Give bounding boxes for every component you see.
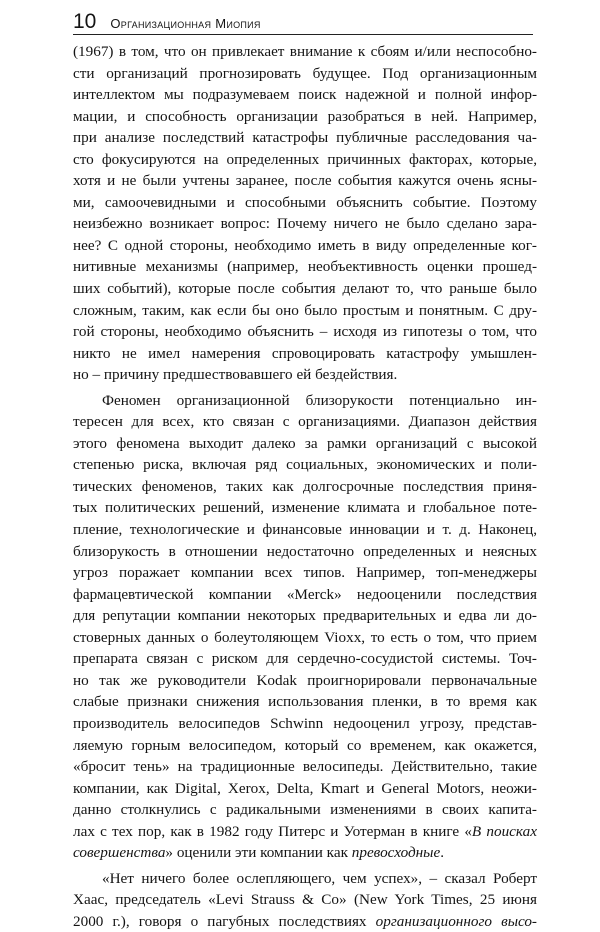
text-line: сложным, таким, как если бы оно было простым и понятным. С дру- xyxy=(73,301,537,319)
text-line: 2000 г.), говоря о пагубных последствиях организационного высо- xyxy=(73,912,537,930)
text-line: пление, технологические и финансовые инновации и т. д. Наконец, xyxy=(73,521,537,539)
text-line: степенью риска, включая ряд социальных, экономических и поли- xyxy=(73,456,537,474)
text-line: нитивные механизмы (например, необъективность оценки прошед- xyxy=(73,258,537,276)
text-line: производитель велосипедов Schwinn недооценил угрозу, представ- xyxy=(73,714,537,732)
text-line: этого феномена выходит далеко за рамки организаций с высокой xyxy=(73,434,537,452)
text-line: нее? С одной стороны, необходимо иметь в виду определенные ког- xyxy=(73,236,537,254)
text-line: «Нет ничего более ослепляющего, чем успех», – сказал Роберт xyxy=(102,869,537,887)
text-line: интеллектом мы подразумеваем поиск надежной и полной инфор- xyxy=(73,86,537,104)
body-text xyxy=(73,41,537,932)
paragraph-1 xyxy=(73,41,537,386)
text-line: препарата связан с риском для сердечно-сосудистой системы. Точ- xyxy=(73,650,537,668)
text-line: неизбежно возникает вопрос: Почему ничего не было сделано зара- xyxy=(73,215,537,233)
text-line: слабые признаки снижения использования пленки, в то время как xyxy=(73,693,537,711)
text-line: ми, самоочевидными и способными объяснить событие. Поэтому xyxy=(73,193,537,211)
text-line: для репутации компании некоторых предварительных и едва ли до- xyxy=(73,607,537,625)
text-line: «бросит тень» на традиционные велосипеды. Действительно, такие xyxy=(73,758,537,776)
text-line: совершенства» оценили эти компании как превосходные. xyxy=(73,844,445,862)
text-line: тических феноменов, таких как долгосрочные последствия приня- xyxy=(73,477,537,495)
text-line: данно столкнулись с радикальными изменениями в своих капита- xyxy=(73,801,537,819)
text-line: тересен для всех, кто связан с организациями. Диапазон действия xyxy=(73,413,537,431)
text-line: угроз поражает компании всех типов. Например, топ-менеджеры xyxy=(73,564,537,582)
text-line: хотя и не были учтены заранее, после события кажутся очень ясны- xyxy=(73,172,537,190)
text-line: тых политических решений, изменение климата и глобальное поте- xyxy=(73,499,537,517)
running-title: Организационная Миопия xyxy=(110,16,261,31)
paragraph-3 xyxy=(73,868,537,932)
text-line: Хаас, председатель «Levi Strauss & Co» (New York Times, 25 июня xyxy=(73,891,537,909)
text-line: сто фокусируются на определенных причинных факторах, которые, xyxy=(73,150,537,168)
text-line: лах с тех пор, как в 1982 году Питерс и Уотерман в книге «В поисках xyxy=(73,822,537,840)
text-line: ших событий), которые после события делают то, что раньше было xyxy=(73,280,537,298)
text-line: Феномен организационной близорукости потенциально ин- xyxy=(102,391,537,409)
text-line: ляемую горным велосипедом, который со временем, как окажется, xyxy=(73,736,537,754)
page-number: 10 xyxy=(73,10,97,33)
text-line: никто не имел намерения спровоцировать катастрофу умышлен- xyxy=(73,344,537,362)
text-line: компании, как Digital, Xerox, Delta, Kmart и General Motors, неожи- xyxy=(73,779,537,797)
text-line: сти организаций прогнозировать будущее. Под организационным xyxy=(73,64,537,82)
text-line: стоверных данных о болеутоляющем Vioxx, то есть о том, что прием xyxy=(73,628,537,646)
text-line: близорукость в отношении недостаточно определенных и неясных xyxy=(73,542,537,560)
running-head xyxy=(73,6,533,35)
paragraph-2 xyxy=(73,390,537,864)
text-line: но – причину предшествовавшего ей бездействия. xyxy=(73,366,398,384)
text-line: фармацевтической компании «Merck» недооценили последствия xyxy=(73,585,537,603)
text-line: (1967) в том, что он привлекает внимание к сбоям и/или неспособно- xyxy=(73,43,537,60)
text-line: мации, и способность организации разобраться в ней. Например, xyxy=(73,107,537,125)
text-line: гой стороны, необходимо объяснить – исходя из гипотезы о том, что xyxy=(73,323,537,341)
text-line: при анализе последствий катастрофы публичные расследования ча- xyxy=(73,129,537,147)
text-line: но так же руководители Kodak проигнорировали первоначальные xyxy=(73,671,537,689)
